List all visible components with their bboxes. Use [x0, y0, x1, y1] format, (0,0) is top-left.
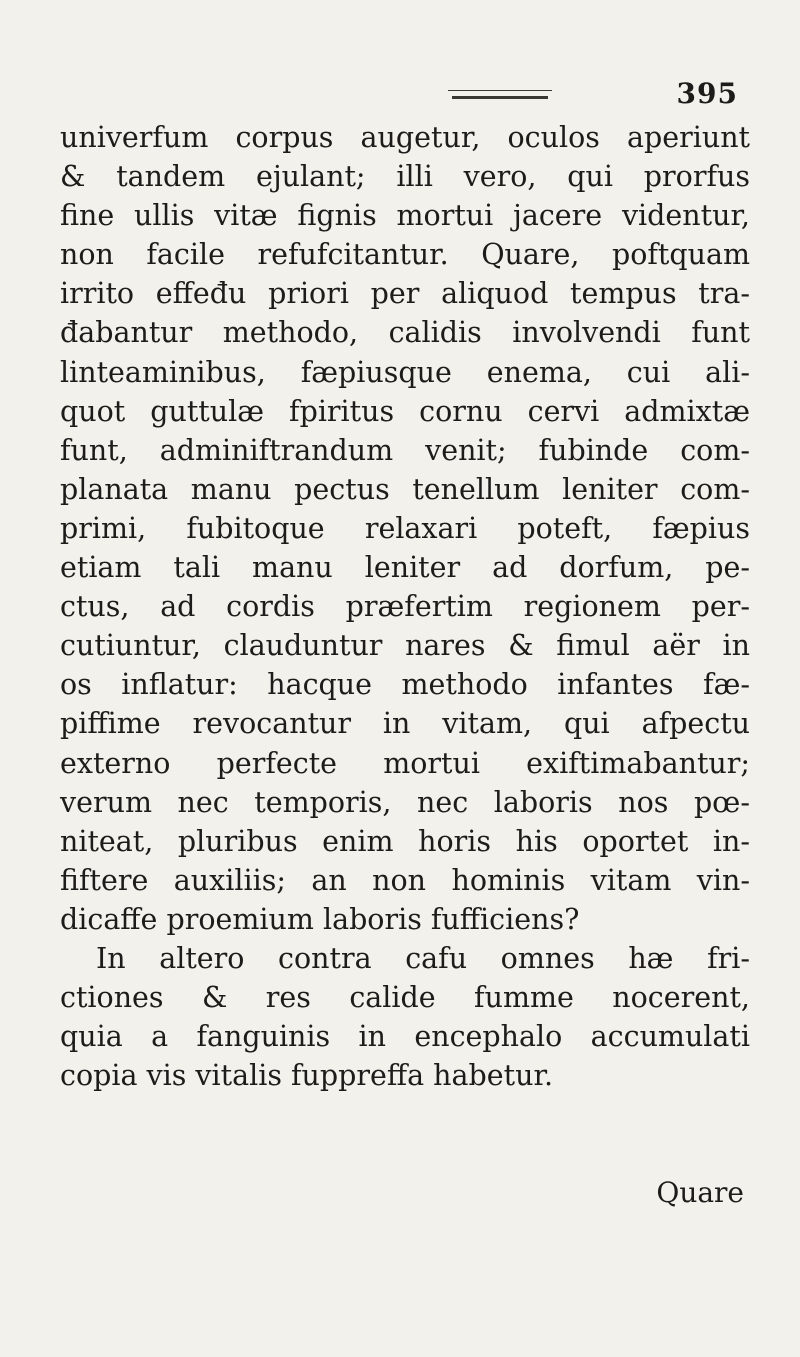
page-number: 395	[676, 77, 738, 110]
text-line: externo perfecte mortui exiftimabantur;	[60, 746, 750, 780]
text-line: ctus, ad cordis præfertim regionem per-	[60, 590, 750, 624]
text-line: os inflatur: hacque methodo infantes fæ-	[60, 668, 750, 702]
text-line: linteaminibus, fæpiusque enema, cui ali-	[60, 355, 750, 389]
text-line: quot guttulæ fpiritus cornu cervi admixtæ	[60, 394, 750, 428]
text-line: dicaffe proemium laboris fufficiens?	[60, 902, 580, 936]
text-line: irrito effeđu priori per aliquod tempus tra-	[60, 277, 750, 311]
text-line: piffime revocantur in vitam, qui afpectu	[60, 707, 750, 741]
text-line: copia vis vitalis fuppreffa habetur.	[60, 1059, 554, 1093]
text-line: quia a fanguinis in encephalo accumulati	[60, 1020, 750, 1054]
text-line: niteat, pluribus enim horis his oportet in-	[60, 824, 750, 858]
text-line: đabantur methodo, calidis involvendi funt	[60, 316, 750, 350]
text-line: & tandem ejulant; illi vero, qui prorfus	[60, 160, 750, 194]
text-line: fine ullis vitæ fignis mortui jacere videntur,	[60, 199, 750, 233]
body-text	[60, 118, 750, 1095]
text-line: planata manu pectus tenellum leniter com-	[60, 472, 750, 506]
text-line: funt, adminiftrandum venit; fubinde com-	[60, 433, 750, 467]
paragraph-start-line: In altero contra cafu omnes hæ fri-	[96, 941, 750, 975]
text-line: primi, fubitoque relaxari poteft, fæpius	[60, 511, 750, 545]
page-header	[60, 76, 740, 112]
catchword: Quare	[656, 1176, 744, 1209]
header-rule-thin	[448, 90, 552, 91]
text-line: fiftere auxiliis; an non hominis vitam vin-	[60, 863, 750, 897]
text-line: verum nec temporis, nec laboris nos pœ-	[60, 785, 750, 819]
text-line: etiam tali manu leniter ad dorfum, pe-	[60, 551, 750, 585]
text-line: non facile refufcitantur. Quare, poftquam	[60, 238, 750, 272]
text-line: univerfum corpus augetur, oculos aperiunt	[60, 121, 750, 154]
text-line: ctiones & res calide fumme nocerent,	[60, 981, 750, 1015]
header-rule	[452, 96, 548, 99]
text-line: cutiuntur, clauduntur nares & fimul aër in	[60, 629, 750, 663]
